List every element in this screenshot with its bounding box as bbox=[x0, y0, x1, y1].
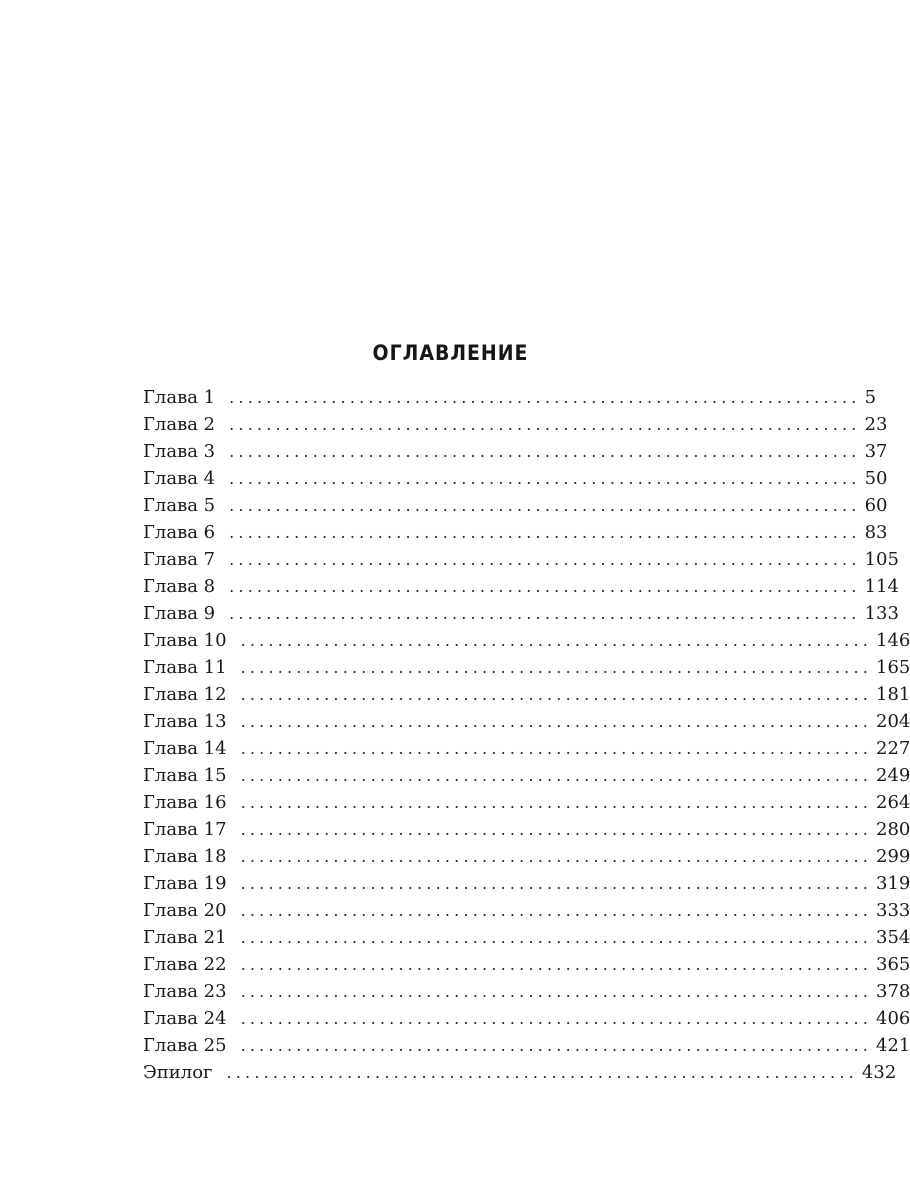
toc-entry bbox=[143, 762, 910, 789]
toc-entry bbox=[143, 1059, 897, 1086]
toc-entry-page-number: 378 bbox=[876, 981, 910, 1002]
toc-entry-label: Глава 24 bbox=[143, 1008, 227, 1029]
toc-entry bbox=[143, 654, 910, 681]
toc-entry-page-number: 5 bbox=[864, 387, 877, 408]
toc-entry-label: Глава 2 bbox=[143, 414, 216, 435]
toc-entry-page-number: 165 bbox=[876, 657, 910, 678]
toc-entry bbox=[143, 843, 910, 870]
toc-entry-page-number: 114 bbox=[864, 576, 899, 597]
toc-entry bbox=[143, 1005, 910, 1032]
toc-entry-page-number: 105 bbox=[864, 549, 899, 570]
dot-leader: .................................................................... bbox=[240, 658, 873, 677]
toc-entry-page-number: 406 bbox=[876, 1008, 910, 1029]
toc-entry-page-number: 299 bbox=[876, 846, 910, 867]
toc-entry-page-number: 264 bbox=[876, 792, 910, 813]
toc-entry-page-number: 319 bbox=[876, 873, 910, 894]
dot-leader: .................................................................... bbox=[229, 442, 861, 461]
toc-entry bbox=[143, 735, 910, 762]
toc-entry bbox=[143, 924, 910, 951]
toc-entry-page-number: 60 bbox=[864, 495, 888, 516]
toc-entry bbox=[143, 438, 888, 465]
dot-leader: .................................................................... bbox=[240, 955, 873, 974]
toc-entry bbox=[143, 627, 910, 654]
dot-leader: .................................................................... bbox=[226, 1063, 858, 1082]
toc-entry bbox=[143, 600, 899, 627]
toc-entry-label: Глава 1 bbox=[143, 387, 216, 408]
page-title: ОГЛАВЛЕНИЕ bbox=[372, 341, 529, 365]
toc-entry-page-number: 50 bbox=[864, 468, 888, 489]
dot-leader: .................................................................... bbox=[240, 739, 873, 758]
toc-entry bbox=[143, 546, 899, 573]
toc-entry bbox=[143, 978, 910, 1005]
toc-entry-label: Глава 5 bbox=[143, 495, 216, 516]
toc-entry-page-number: 83 bbox=[864, 522, 888, 543]
dot-leader: .................................................................... bbox=[240, 874, 873, 893]
dot-leader: .................................................................... bbox=[240, 793, 873, 812]
toc-entry-label: Глава 18 bbox=[143, 846, 227, 867]
toc-entry-label: Глава 21 bbox=[143, 927, 227, 948]
toc-entry-label: Глава 10 bbox=[143, 630, 227, 651]
toc-entry-label: Глава 8 bbox=[143, 576, 216, 597]
toc-list bbox=[143, 384, 910, 1086]
toc-entry bbox=[143, 384, 877, 411]
toc-entry bbox=[143, 816, 910, 843]
toc-entry-label: Глава 22 bbox=[143, 954, 227, 975]
toc-entry bbox=[143, 519, 888, 546]
toc-entry bbox=[143, 681, 910, 708]
dot-leader: .................................................................... bbox=[240, 901, 873, 920]
toc-entry bbox=[143, 789, 910, 816]
dot-leader: .................................................................... bbox=[240, 766, 873, 785]
toc-entry-page-number: 133 bbox=[864, 603, 899, 624]
table-of-contents bbox=[143, 336, 910, 1086]
toc-entry-label: Глава 9 bbox=[143, 603, 216, 624]
toc-entry-page-number: 280 bbox=[876, 819, 910, 840]
toc-entry-page-number: 227 bbox=[876, 738, 910, 759]
toc-entry-label: Глава 7 bbox=[143, 549, 216, 570]
dot-leader: .................................................................... bbox=[229, 388, 861, 407]
dot-leader: .................................................................... bbox=[229, 604, 861, 623]
dot-leader: .................................................................... bbox=[240, 982, 873, 1001]
toc-entry-label: Глава 20 bbox=[143, 900, 227, 921]
toc-entry bbox=[143, 492, 888, 519]
toc-entry-page-number: 432 bbox=[861, 1062, 897, 1083]
dot-leader: .................................................................... bbox=[229, 469, 861, 488]
toc-entry bbox=[143, 573, 899, 600]
toc-entry-page-number: 37 bbox=[864, 441, 888, 462]
toc-entry-page-number: 249 bbox=[876, 765, 910, 786]
toc-entry-label: Глава 23 bbox=[143, 981, 227, 1002]
dot-leader: .................................................................... bbox=[240, 1036, 873, 1055]
dot-leader: .................................................................... bbox=[229, 550, 861, 569]
toc-entry-label: Глава 11 bbox=[143, 657, 227, 678]
dot-leader: .................................................................... bbox=[240, 1009, 873, 1028]
dot-leader: .................................................................... bbox=[229, 577, 861, 596]
dot-leader: .................................................................... bbox=[229, 415, 861, 434]
toc-entry-page-number: 181 bbox=[876, 684, 910, 705]
toc-entry-label: Глава 4 bbox=[143, 468, 216, 489]
toc-entry-label: Глава 14 bbox=[143, 738, 227, 759]
toc-entry bbox=[143, 465, 888, 492]
dot-leader: .................................................................... bbox=[229, 523, 861, 542]
toc-entry-label: Глава 6 bbox=[143, 522, 216, 543]
toc-entry-label: Глава 17 bbox=[143, 819, 227, 840]
toc-entry-label: Глава 3 bbox=[143, 441, 216, 462]
toc-entry bbox=[143, 411, 888, 438]
dot-leader: .................................................................... bbox=[240, 712, 873, 731]
dot-leader: .................................................................... bbox=[229, 496, 861, 515]
dot-leader: .................................................................... bbox=[240, 928, 873, 947]
toc-entry bbox=[143, 951, 910, 978]
dot-leader: .................................................................... bbox=[240, 820, 873, 839]
toc-entry-label: Глава 13 bbox=[143, 711, 227, 732]
toc-entry-page-number: 146 bbox=[876, 630, 910, 651]
toc-entry bbox=[143, 870, 910, 897]
toc-entry-page-number: 354 bbox=[876, 927, 910, 948]
toc-entry bbox=[143, 1032, 910, 1059]
toc-entry-label: Глава 12 bbox=[143, 684, 227, 705]
dot-leader: .................................................................... bbox=[240, 685, 873, 704]
toc-entry-page-number: 23 bbox=[864, 414, 888, 435]
toc-entry-label: Глава 19 bbox=[143, 873, 227, 894]
toc-entry bbox=[143, 708, 910, 735]
toc-entry-label: Глава 15 bbox=[143, 765, 227, 786]
toc-entry-page-number: 204 bbox=[876, 711, 910, 732]
toc-entry bbox=[143, 897, 910, 924]
toc-entry-page-number: 421 bbox=[876, 1035, 910, 1056]
toc-entry-page-number: 333 bbox=[876, 900, 910, 921]
toc-entry-label: Глава 16 bbox=[143, 792, 227, 813]
toc-entry-page-number: 365 bbox=[876, 954, 910, 975]
toc-entry-label: Эпилог bbox=[143, 1062, 213, 1083]
dot-leader: .................................................................... bbox=[240, 847, 873, 866]
toc-entry-label: Глава 25 bbox=[143, 1035, 227, 1056]
dot-leader: .................................................................... bbox=[240, 631, 873, 650]
